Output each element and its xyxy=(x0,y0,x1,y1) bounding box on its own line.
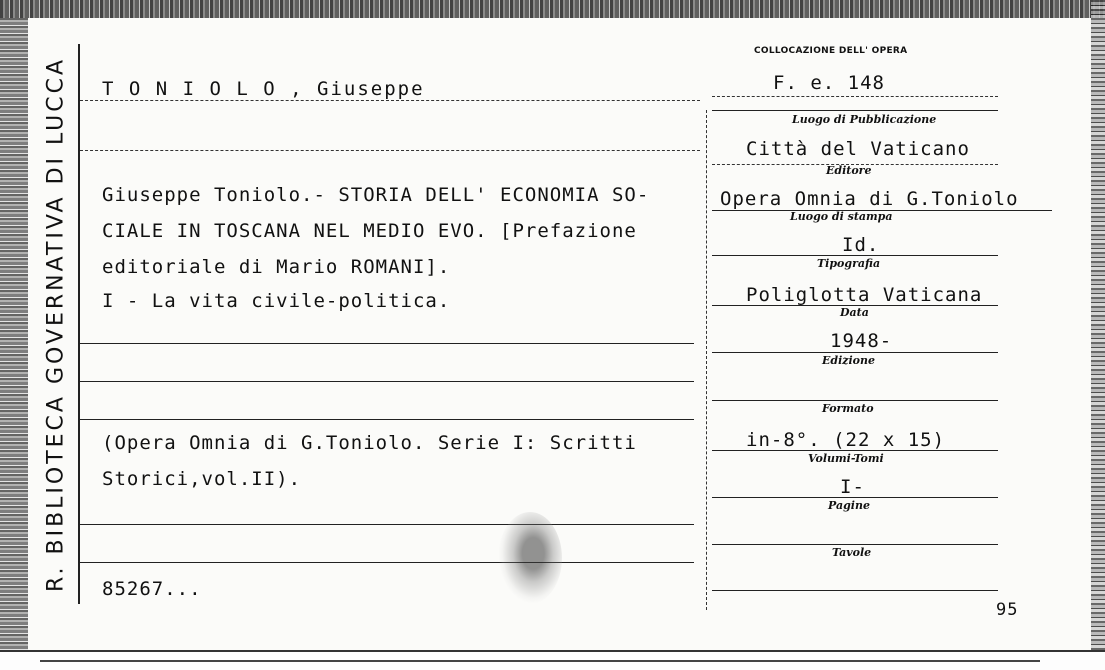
rule-4 xyxy=(80,419,694,420)
rule-1 xyxy=(80,150,700,151)
torn-top-edge xyxy=(0,0,1105,18)
card-bottom-edge xyxy=(0,650,1105,670)
label-tavole: Tavole xyxy=(832,546,872,559)
value-data: 1948- xyxy=(830,330,893,352)
rule-shelfmark xyxy=(712,96,998,97)
rule-r5 xyxy=(712,352,998,353)
collocazione-header: COLLOCAZIONE DELL' OPERA xyxy=(754,46,908,56)
label-luogo-stampa: Luogo di stampa xyxy=(790,210,893,223)
value-tipografia: Poliglotta Vaticana xyxy=(746,284,983,306)
shelfmark: F. e. 148 xyxy=(773,72,885,94)
value-luogo-pubblicazione: Città del Vaticano xyxy=(746,138,970,160)
rule-r9 xyxy=(712,544,998,545)
series-line-2: Storici,vol.II). xyxy=(102,468,302,490)
label-luogo-pubblicazione: Luogo di Pubblicazione xyxy=(792,113,937,126)
value-volumi: I- xyxy=(840,476,865,498)
label-pagine: Pagine xyxy=(828,499,870,512)
library-name: R. BIBLIOTECA GOVERNATIVA DI LUCCA xyxy=(43,56,69,592)
column-divider xyxy=(706,110,707,610)
rule-r10 xyxy=(712,590,998,591)
corner-number: 95 xyxy=(996,600,1019,620)
rule-r0 xyxy=(712,110,998,111)
value-formato: in-8°. (22 x 15) xyxy=(746,429,946,451)
label-editore: Editore xyxy=(826,164,872,177)
rule-author xyxy=(80,100,700,101)
left-margin-rule xyxy=(78,44,80,604)
rule-5 xyxy=(80,524,694,525)
volume-line: I - La vita civile-politica. xyxy=(102,290,451,312)
rule-2 xyxy=(80,343,694,344)
rule-r6 xyxy=(712,400,998,401)
label-formato: Formato xyxy=(822,402,874,415)
series-line-1: (Opera Omnia di G.Toniolo. Serie I: Scritti xyxy=(102,432,637,454)
scan-right-edge xyxy=(1091,0,1105,668)
inventory-number: 85267... xyxy=(102,578,202,600)
rule-6 xyxy=(80,562,694,563)
label-edizione: Edizione xyxy=(822,354,876,367)
title-line-1: Giuseppe Toniolo.- STORIA DELL' ECONOMIA SO- xyxy=(102,184,650,206)
ink-stamp-blot xyxy=(498,512,562,604)
rule-3 xyxy=(80,381,694,382)
title-line-2: CIALE IN TOSCANA NEL MEDIO EVO. [Prefazione xyxy=(102,220,637,242)
author-heading: T O N I O L O , Giuseppe xyxy=(102,78,425,100)
label-tipografia: Tipografia xyxy=(817,257,881,270)
label-data: Data xyxy=(840,306,869,319)
label-volumi: Volumi-Tomi xyxy=(808,452,884,465)
title-line-3: editoriale di Mario ROMANI]. xyxy=(102,256,451,278)
value-editore: Opera Omnia di G.Toniolo xyxy=(720,188,1019,210)
value-luogo-stampa: Id. xyxy=(842,234,880,256)
scan-left-edge xyxy=(0,18,28,650)
